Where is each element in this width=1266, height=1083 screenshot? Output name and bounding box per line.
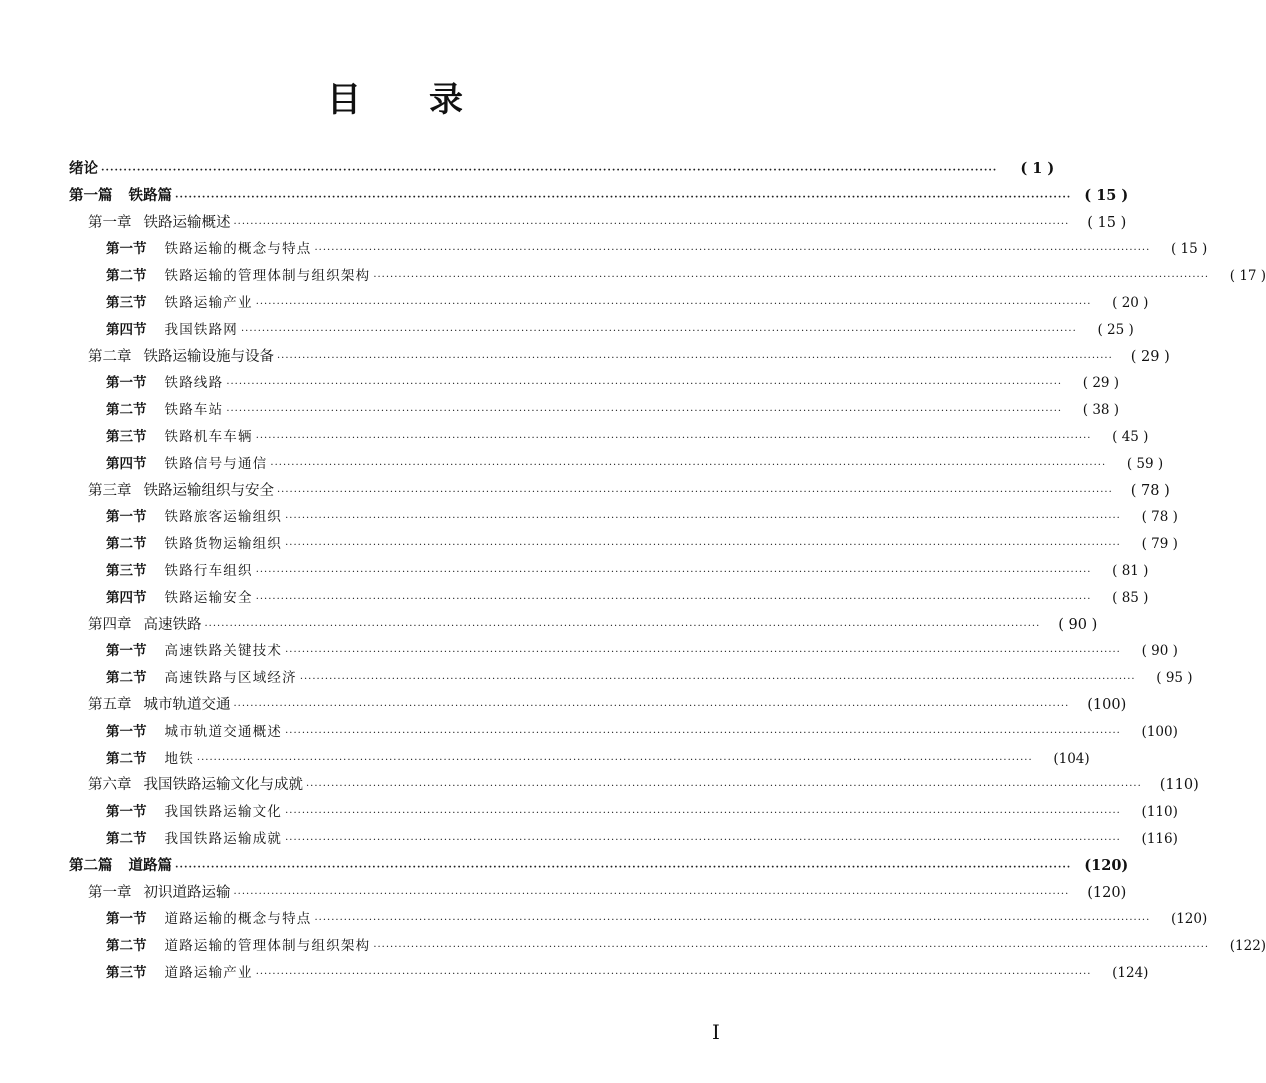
toc-entry-title: 铁路运输的管理体制与组织架构 [164,268,371,285]
toc-entry[interactable] [0,827,1178,854]
toc-dot-leader: ········································································································································································································ [255,433,1092,444]
toc-dot-leader: ········································································································································································································ [196,754,1033,766]
toc-entry-title: 我国铁路运输成就 [164,831,283,847]
toc-entry-page: ( 20 ) [1112,295,1149,311]
toc-dot-leader: ········································································································································································································ [233,888,1070,900]
toc-entry-page: ( 29 ) [1130,348,1170,365]
toc-entry-page: ( 81 ) [1112,563,1149,579]
toc-entry-number: 第二节 [106,402,147,419]
toc-dot-leader: ········································································································································································································ [233,701,1070,712]
toc-entry-page: (122) [1229,938,1266,955]
toc-entry[interactable] [0,720,1178,747]
toc-entry-label [106,452,267,472]
toc-dot-leader: ········································································································································································································ [175,191,1072,203]
toc-entry[interactable] [0,505,1178,532]
toc-entry-label [69,157,98,178]
toc-entry-page: ( 95 ) [1156,670,1193,687]
toc-dot-leader: ········································································································································································································ [314,915,1151,927]
toc-entry[interactable] [0,291,1149,318]
toc-entry-title: 铁路行车组织 [164,563,253,579]
toc-entry-title: 铁路运输的概念与特点 [164,241,312,258]
toc-entry-title: 我国铁路运输文化 [164,804,283,821]
toc-entry-label [106,318,238,338]
toc-dot-leader: ········································································································································································································ [204,620,1041,632]
toc-dot-leader: ········································································································································································································ [255,593,1092,605]
toc-entry-number: 第一章 [88,884,132,901]
toc-entry-label [88,773,303,794]
toc-entry-label [88,881,231,902]
toc-entry-title: 道路运输的管理体制与组织架构 [164,938,371,955]
toc-entry-title: 铁路线路 [164,375,224,392]
toc-entry-page: ( 85 ) [1112,589,1149,606]
toc-entry[interactable] [0,881,1127,908]
toc-entry-label [88,345,274,366]
toc-entry-label [106,559,253,579]
toc-entry-label [88,613,202,634]
toc-dot-leader: ········································································································································································································ [285,835,1121,846]
toc-entry-label [88,211,231,232]
toc-entry[interactable] [0,157,1055,184]
toc-entry-number: 第三节 [106,563,147,579]
toc-entry-number: 第二节 [106,750,147,767]
toc-entry-page: (100) [1087,697,1127,713]
page-number: I [712,1020,720,1044]
toc-entry-page: (120) [1087,884,1127,901]
toc-dot-leader: ········································································································································································································ [277,486,1113,498]
toc-dot-leader: ········································································································································································································ [285,540,1121,552]
toc-entry-number: 第三节 [106,295,147,311]
toc-entry-title: 高速铁路 [143,616,202,633]
toc-entry-page: ( 29 ) [1082,375,1120,392]
toc-entry[interactable] [0,398,1120,425]
toc-entry[interactable] [0,666,1193,693]
toc-entry-label [106,264,370,284]
toc-entry[interactable] [0,961,1149,988]
toc-entry[interactable] [0,211,1127,238]
toc-entry-title: 铁路篇 [128,186,172,204]
toc-entry-page: (120) [1084,856,1129,874]
toc-entry-title: 高速铁路与区域经济 [164,670,297,687]
toc-entry-label [106,934,370,954]
toc-entry[interactable] [0,934,1266,961]
toc-dot-leader: ········································································································································································································ [255,969,1092,980]
toc-entry[interactable] [0,318,1134,345]
toc-entry-number: 第二篇 [69,856,113,874]
toc-entry-title: 铁路运输设施与设备 [143,348,274,365]
toc-entry-label [106,666,297,686]
toc-entry-label [106,371,223,391]
toc-entry-title: 我国铁路网 [164,321,238,338]
toc-entry[interactable] [0,747,1090,774]
toc-entry-page: (116) [1141,831,1178,847]
toc-entry-title: 地铁 [164,750,194,767]
toc-entry-page: ( 15 ) [1170,241,1208,258]
toc-entry-number: 第三节 [106,429,147,445]
toc-entry-number: 第一节 [106,375,147,392]
toc-entry-label [106,907,312,927]
toc-entry-page: (110) [1159,777,1199,794]
toc-entry-title: 初识道路运输 [143,884,231,901]
toc-entry-label [106,237,312,257]
toc-entry-title: 铁路运输组织与安全 [143,482,274,499]
toc-dot-leader: ········································································································································································································ [241,325,1077,337]
toc-entry[interactable] [0,773,1199,800]
toc-entry-title: 高速铁路关键技术 [164,643,283,660]
toc-entry-number: 第二章 [88,348,132,365]
toc-entry[interactable] [0,800,1178,827]
toc-entry-label [106,532,282,552]
toc-entry-number: 第一节 [106,804,147,821]
toc-entry-number: 第一章 [88,214,132,231]
toc-entry-page: ( 45 ) [1112,429,1149,445]
toc-entry-number: 第一节 [106,509,147,526]
toc-entry-label [69,854,172,875]
toc-entry[interactable] [0,479,1170,506]
toc-entry-title: 铁路运输产业 [164,295,253,311]
toc-dot-leader: ········································································································································································································ [255,299,1092,310]
toc-entry-label [106,398,223,418]
toc-entry-label [88,479,274,500]
toc-entry-number: 第一篇 [69,186,113,204]
page-title [0,72,790,121]
toc-entry-number: 第四节 [106,589,147,606]
toc-entry-page: ( 1 ) [1020,160,1055,177]
toc-entry-title: 绪论 [69,160,98,177]
toc-entry-number: 第五章 [88,697,132,713]
toc-dot-leader: ········································································································································································································ [255,567,1092,578]
toc-entry[interactable] [0,532,1178,559]
toc-entry[interactable] [0,425,1149,452]
toc-entry[interactable] [0,586,1149,613]
toc-entry-title: 铁路机车车辆 [164,429,253,445]
toc-entry-page: ( 79 ) [1141,536,1178,553]
toc-entry-number: 第六章 [88,777,132,794]
toc-entry[interactable] [0,345,1170,372]
toc-entry-page: ( 78 ) [1130,482,1170,499]
toc-entry-page: ( 78 ) [1141,509,1178,526]
toc-entry-title: 铁路信号与通信 [164,455,268,472]
toc-entry-title: 道路运输的概念与特点 [164,911,312,928]
toc-entry-label [106,961,253,981]
toc-entry-label [69,184,172,205]
toc-entry-page: ( 25 ) [1097,321,1134,338]
toc-entry-number: 第二节 [106,268,147,285]
toc-entry-number: 第四章 [88,616,132,633]
toc-entry-number: 第一节 [106,643,147,660]
toc-dot-leader: ········································································································································································································ [285,808,1121,820]
toc-dot-leader: ········································································································································································································ [175,861,1072,873]
toc-entry-number: 第二节 [106,536,147,553]
toc-dot-leader: ········································································································································································································ [270,459,1107,471]
toc-entry[interactable] [0,264,1266,291]
toc-entry-number: 第二节 [106,670,147,687]
toc-entry-title: 我国铁路运输文化与成就 [143,777,303,794]
toc-entry[interactable] [0,371,1120,398]
toc-entry-page: (120) [1170,911,1208,928]
toc-entry-page: ( 90 ) [1058,616,1098,633]
toc-dot-leader: ········································································································································································································ [299,674,1136,686]
toc-dot-leader: ········································································································································································································ [306,781,1142,793]
toc-entry-title: 铁路运输安全 [164,589,253,606]
toc-entry-number: 第一节 [106,241,147,258]
toc-dot-leader: ········································································································································································································ [226,406,1063,418]
toc-entry-label [106,720,282,740]
toc-entry-title: 城市轨道交通 [143,697,231,713]
toc-entry[interactable] [0,613,1098,640]
toc-entry-label [106,827,282,847]
toc-entry-title: 铁路车站 [164,402,224,419]
toc-entry-page: ( 15 ) [1087,214,1127,231]
toc-entry-number: 第一节 [106,911,147,928]
toc-entry[interactable] [0,559,1149,586]
toc-entry-number: 第二节 [106,831,147,847]
toc-entry-label [106,291,253,311]
toc-entry-page: ( 15 ) [1084,186,1129,204]
toc-entry-label [106,639,282,659]
toc-entry[interactable] [0,184,1129,211]
toc-entry-title: 城市轨道交通概述 [164,723,283,740]
toc-entry-label [106,586,253,606]
toc-entry-page: (100) [1141,723,1178,740]
toc-entry[interactable] [0,237,1208,264]
toc-entry-number: 第四节 [106,455,147,472]
toc-dot-leader: ········································································································································································································ [285,647,1121,659]
toc-dot-leader: ········································································································································································································ [285,513,1121,525]
toc-dot-leader: ········································································································································································································ [277,352,1113,364]
toc-entry-number: 第一节 [106,723,147,740]
toc-entry-title: 道路运输产业 [164,965,253,981]
toc-entry-number: 第三节 [106,965,147,981]
toc-entry-page: (124) [1112,965,1149,981]
toc-entry-page: ( 90 ) [1141,643,1178,660]
toc-entry-number: 第二节 [106,938,147,955]
toc-entry[interactable] [0,452,1164,479]
title-left-char: 目 [327,80,361,120]
toc-entry-label [106,505,282,525]
toc-entry-label [106,425,253,445]
toc-entry[interactable] [0,693,1127,720]
toc-dot-leader: ········································································································································································································ [233,218,1070,230]
toc-entry[interactable] [0,854,1129,881]
title-right-char: 录 [429,80,463,120]
toc-entry-title: 铁路运输概述 [143,214,231,231]
toc-entry-page: ( 59 ) [1126,455,1164,472]
toc-entry-title: 铁路旅客运输组织 [164,509,283,526]
toc-entry[interactable] [0,907,1208,934]
toc-dot-leader: ········································································································································································································ [373,942,1210,954]
toc-dot-leader: ········································································································································································································ [285,727,1121,739]
toc-entry-title: 道路篇 [128,856,172,874]
toc-entry-title: 铁路货物运输组织 [164,536,283,553]
toc-entry-label [106,800,282,820]
toc-entry-page: (104) [1053,750,1090,767]
toc-entry-label [106,747,194,767]
toc-dot-leader: ········································································································································································································ [314,245,1151,257]
toc-entry-page: (110) [1141,804,1178,821]
toc-entry-label [88,693,231,714]
toc-entry[interactable] [0,639,1178,666]
toc-entry-page: ( 38 ) [1082,402,1120,419]
toc-entry-number: 第四节 [106,321,147,338]
toc-entry-page: ( 17 ) [1229,268,1266,285]
toc-entry-number: 第三章 [88,482,132,499]
toc-dot-leader: ········································································································································································································ [373,272,1210,284]
toc-dot-leader: ········································································································································································································ [101,165,998,176]
toc-dot-leader: ········································································································································································································ [226,379,1063,391]
